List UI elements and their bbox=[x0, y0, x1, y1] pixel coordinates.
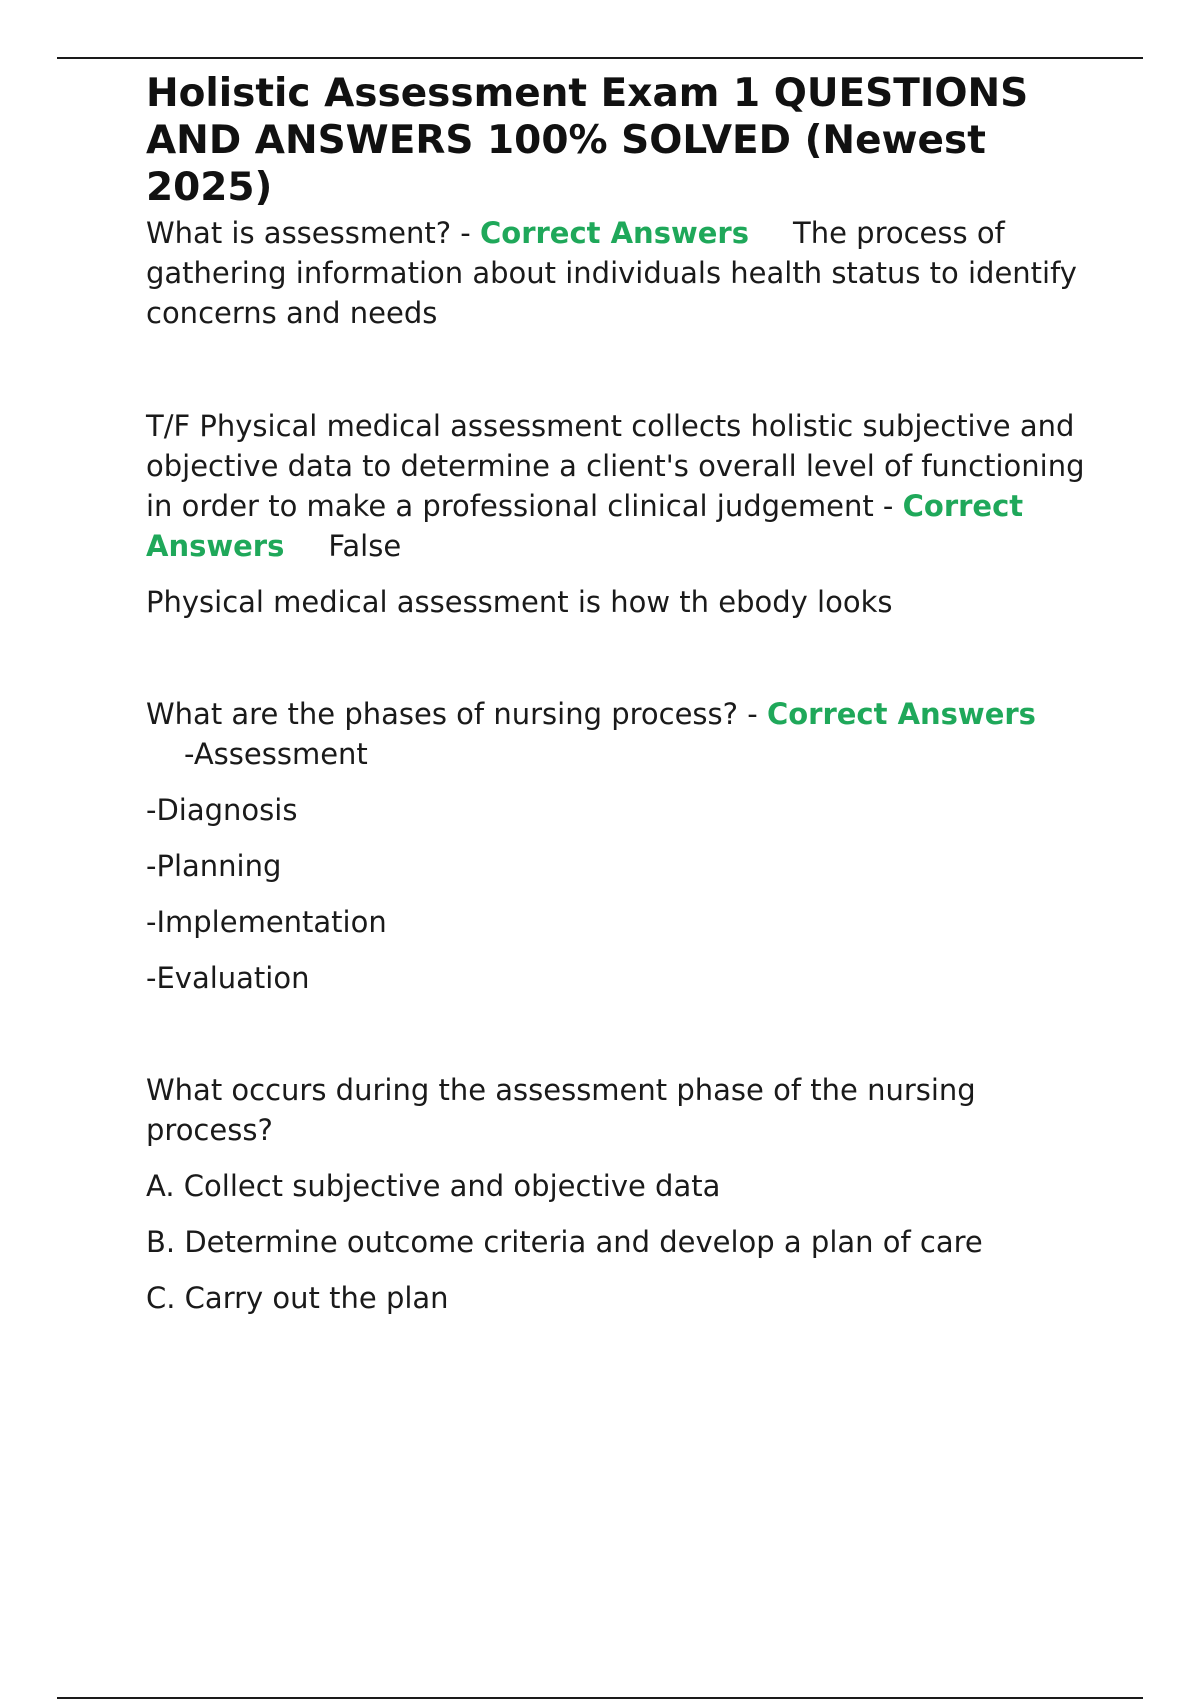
document-body bbox=[146, 70, 1106, 1318]
question-3-answer-first: -Assessment bbox=[184, 737, 368, 771]
question-4: What occurs during the assessment phase of the nursing process? bbox=[146, 1073, 976, 1147]
top-rule bbox=[57, 57, 1143, 59]
list-item: -Diagnosis bbox=[146, 793, 298, 827]
correct-answers-label: Correct Answers bbox=[766, 697, 1036, 731]
question-1-answer: The process of gathering information about individuals health status to identify concerns and needs bbox=[146, 216, 1077, 330]
question-1-text: What is assessment? - bbox=[146, 216, 480, 250]
question-3 bbox=[146, 694, 1106, 734]
question-2-text: T/F Physical medical assessment collects holistic subjective and objective data to determine a client's overall level of functioning in order to make a professional clinical judgement - bbox=[146, 409, 1085, 523]
question-3-text: What are the phases of nursing process? - bbox=[146, 697, 767, 731]
option-c: C. Carry out the plan bbox=[146, 1281, 449, 1315]
question-2 bbox=[146, 406, 1106, 566]
list-item: -Planning bbox=[146, 849, 282, 883]
list-item: -Implementation bbox=[146, 905, 387, 939]
bottom-rule bbox=[57, 1697, 1143, 1699]
question-2-answer: False bbox=[328, 529, 402, 563]
option-a: A. Collect subjective and objective data bbox=[146, 1169, 721, 1203]
correct-answers-label: Correct Answers bbox=[146, 489, 1024, 563]
question-1 bbox=[146, 213, 1106, 333]
document-title: Holistic Assessment Exam 1 QUESTIONS AND ANSWERS 100% SOLVED (Newest 2025) bbox=[146, 71, 1029, 210]
list-item: -Evaluation bbox=[146, 961, 310, 995]
option-b: B. Determine outcome criteria and develop a plan of care bbox=[146, 1225, 983, 1259]
correct-answers-label: Correct Answers bbox=[479, 216, 749, 250]
question-2-note: Physical medical assessment is how th ebody looks bbox=[146, 585, 893, 619]
